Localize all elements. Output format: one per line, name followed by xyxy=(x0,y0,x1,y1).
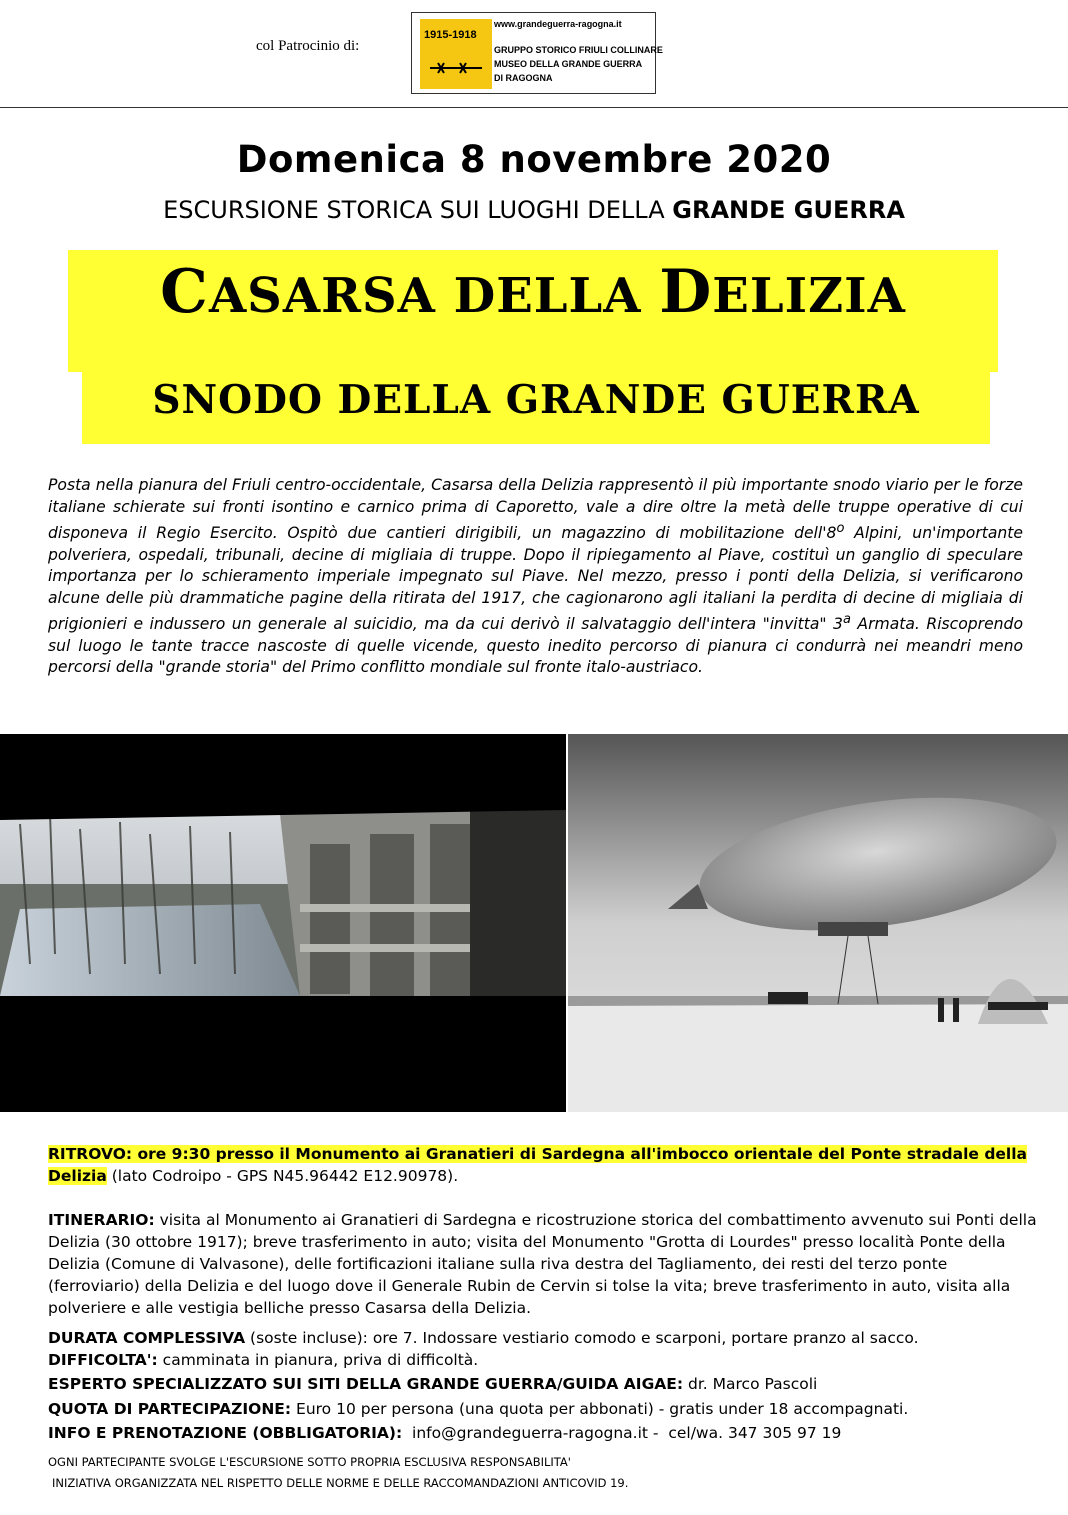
itinerario-section xyxy=(48,1209,1038,1319)
intro-part-3: Armata. Riscoprendo sul luogo le tante tracce nascoste di quelle vicende, questo inedito percorso di pianura ci condurrà nei meandri meno percorsi della "grande storia" del Primo conflitto mondiale sul fronte italo-austriaco. xyxy=(48,615,1023,677)
title-elizia: ELIZIA xyxy=(712,268,906,324)
main-title xyxy=(68,257,998,327)
logo-emblem xyxy=(420,19,492,89)
itinerario-text: visita al Monumento ai Granatieri di Sardegna e ricostruzione storica del combattimento avvenuto sui Ponti della Delizia (30 ottobre 1917); breve trasferimento in auto; visita del Monumento "Grotta di Lourdes" presso località Ponte della Delizia (Comune di Valvasone), delle fortificazioni italiane sulla riva destra del Tagliamento, dei resti del terzo ponte (ferroviario) della Delizia e del luogo dove il Generale Rubin de Cervin si tolse la vita; breve trasferimento in auto, visita alla polveriere e alle vestigia belliche presso Casarsa della Delizia. xyxy=(48,1211,1037,1317)
subtitle-prefix: ESCURSIONE STORICA SUI LUOGHI DELLA xyxy=(163,196,673,224)
event-subtitle xyxy=(0,196,1068,224)
barbed-wire-icon xyxy=(430,61,482,75)
logo-line-2: MUSEO DELLA GRANDE GUERRA xyxy=(494,59,643,69)
info-text: info@grandeguerra-ragogna.it - cel/wa. 347 305 97 19 xyxy=(402,1424,842,1442)
airship-photo xyxy=(568,734,1068,1112)
intro-paragraph xyxy=(48,475,1023,679)
intro-part-2: Alpini, un'importante polveriera, ospedali, tribunali, decine di migliaia di truppe. Dopo il ripiegamento al Piave, costituì un ganglio di speculare importanza per lo schieramento imperiale impegnato sul Piave. Nel mezzo, presso i ponti della Delizia, si verificarono alcune delle più drammatiche pagine della ritirata del 1917, che cagionarono agli italiani la perdita di decine di migliaia di prigionieri e indussero un generale al suicidio, ma da cui derivò il salvataggio dell'intera "invitta" 3 xyxy=(48,524,1023,634)
title-asarsa: ASARSA DELLA xyxy=(208,268,660,324)
difficolta-text: camminata in pianura, priva di difficoltà. xyxy=(157,1351,479,1369)
main-subtitle: SNODO DELLA GRANDE GUERRA xyxy=(152,377,920,423)
patronage-label: col Patrocinio di: xyxy=(256,38,360,54)
info-section xyxy=(48,1422,1038,1444)
esperto-label: ESPERTO SPECIALIZZATO SUI SITI DELLA GRANDE GUERRA/GUIDA AIGAE: xyxy=(48,1375,684,1393)
durata-section xyxy=(48,1327,1038,1349)
difficolta-label: DIFFICOLTA': xyxy=(48,1351,158,1369)
esperto-text: dr. Marco Pascoli xyxy=(683,1375,818,1393)
title-c: C xyxy=(160,257,209,327)
intro-sup-1: o xyxy=(836,521,845,536)
intro-part-1: Posta nella pianura del Friuli centro-occidentale, Casarsa della Delizia rappresentò il più importante snodo viario per le forze italiane schierate sui fronti isontino e carnico prima di Caporetto, vale a dire oltre la metà delle truppe operative di cui disponeva il Regio Esercito. Ospitò due cantieri dirigibili, un magazzino di mobilitazione dell'8 xyxy=(48,476,1023,543)
logo-years: 1915-1918 xyxy=(424,29,477,41)
footer-covid-note: INIZIATIVA ORGANIZZATA NEL RISPETTO DELLE NORME E DELLE RACCOMANDAZIONI ANTICOVID 19. xyxy=(52,1476,629,1490)
header-divider xyxy=(0,107,1068,108)
ritrovo-label: RITROVO: xyxy=(48,1145,133,1163)
footer-disclaimer: OGNI PARTECIPANTE SVOLGE L'ESCURSIONE SOTTO PROPRIA ESCLUSIVA RESPONSABILITA' xyxy=(48,1455,571,1469)
itinerario-label: ITINERARIO: xyxy=(48,1211,155,1229)
quota-text: Euro 10 per persona (una quota per abbonati) - gratis under 18 accompagnati. xyxy=(291,1400,909,1418)
difficolta-section xyxy=(48,1349,1038,1371)
ritrovo-section xyxy=(48,1143,1038,1187)
ritrovo-rest: (lato Codroipo - GPS N45.96442 E12.90978). xyxy=(106,1167,459,1185)
ritrovo-highlight-text: ore 9:30 presso il Monumento ai Granatieri di Sardegna all'imbocco orientale del Ponte stradale della Delizia xyxy=(48,1145,1028,1185)
title-d: D xyxy=(659,257,713,327)
museum-logo xyxy=(411,12,663,94)
quota-section xyxy=(48,1398,1038,1420)
bridge-photo-image xyxy=(0,734,566,1112)
logo-url: www.grandeguerra-ragogna.it xyxy=(494,19,622,29)
info-label: INFO E PRENOTAZIONE (OBBLIGATORIA): xyxy=(48,1424,403,1442)
logo-line-1: GRUPPO STORICO FRIULI COLLINARE xyxy=(494,45,663,55)
esperto-section xyxy=(48,1373,1038,1395)
logo-line-3: DI RAGOGNA xyxy=(494,73,553,83)
intro-sup-2: a xyxy=(842,612,851,628)
bridge-photo xyxy=(0,734,566,1112)
durata-text: (soste incluse): ore 7. Indossare vestiario comodo e scarponi, portare pranzo al sacco. xyxy=(245,1329,919,1347)
airship-photo-image xyxy=(568,734,1068,1112)
quota-label: QUOTA DI PARTECIPAZIONE: xyxy=(48,1400,292,1418)
event-date: Domenica 8 novembre 2020 xyxy=(236,138,832,181)
subtitle-bold: GRANDE GUERRA xyxy=(672,196,905,224)
durata-label: DURATA COMPLESSIVA xyxy=(48,1329,246,1347)
